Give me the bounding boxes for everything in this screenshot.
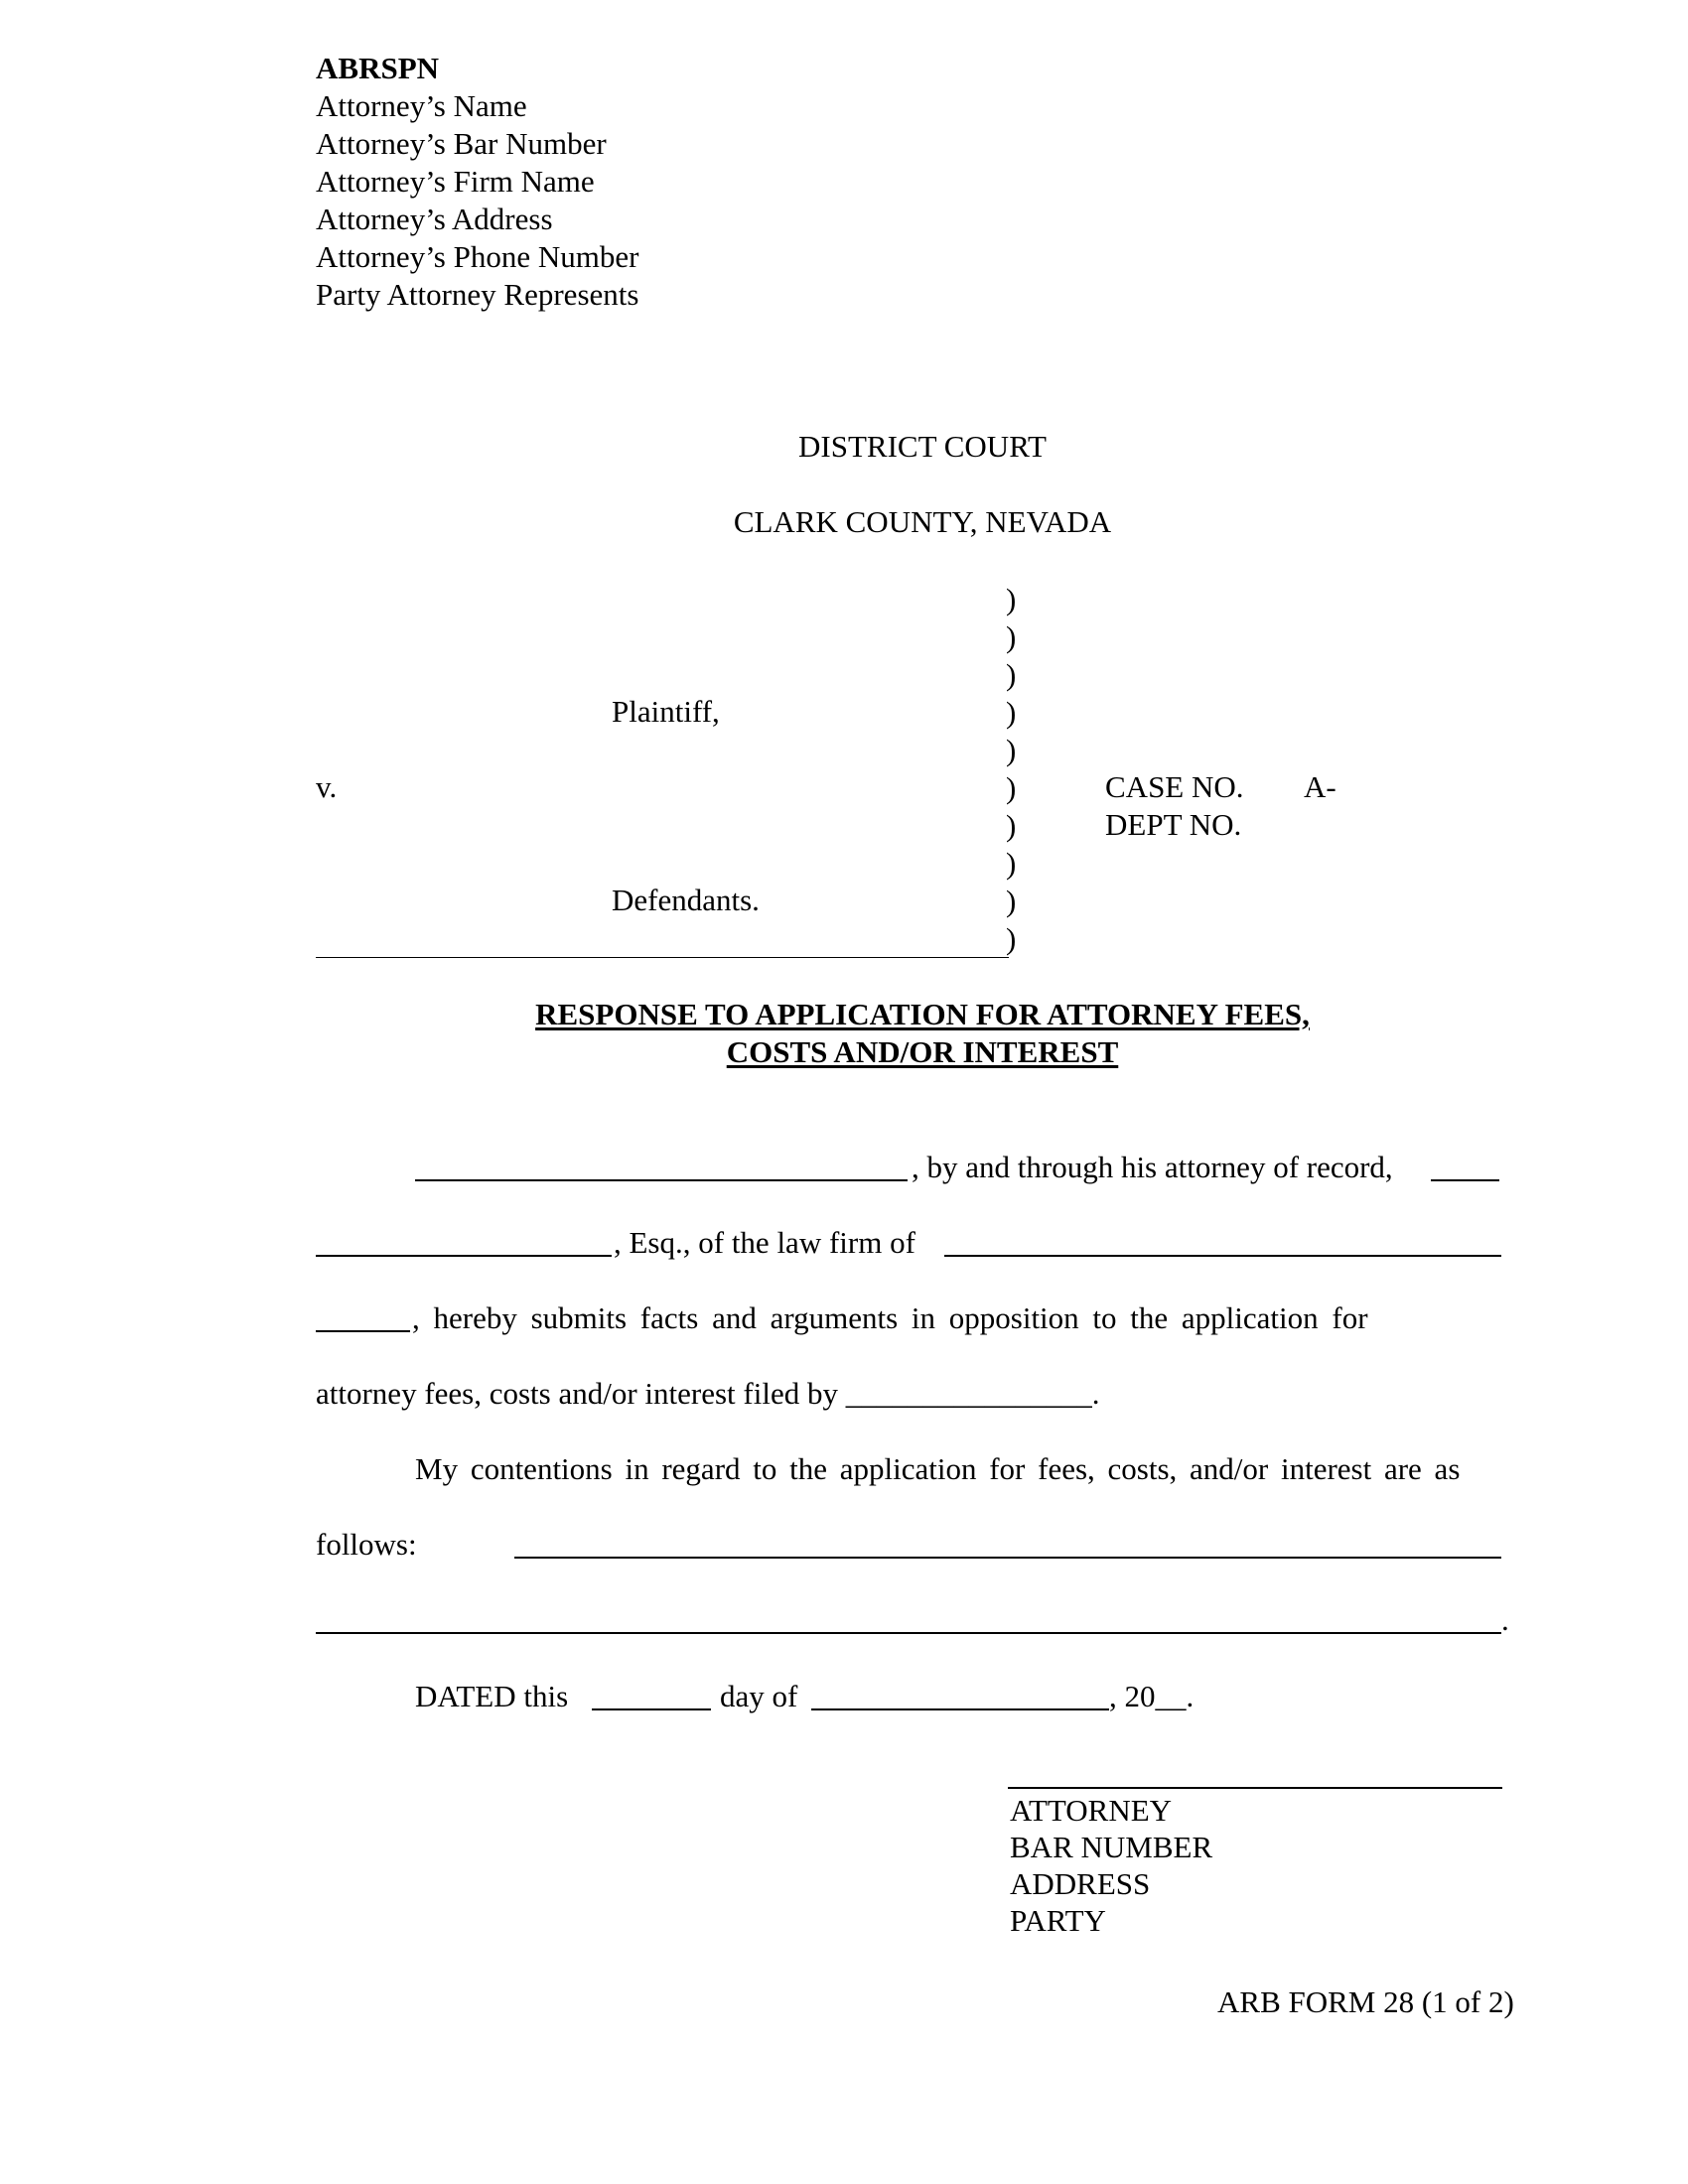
caption-paren: ) (1006, 582, 1017, 616)
day-of-label: day of (720, 1679, 798, 1713)
law-firm-blank[interactable] (944, 1255, 1501, 1257)
form-footer-id: ARB FORM 28 (1 of 2) (1217, 1984, 1514, 2019)
contentions-text: My contentions in regard to the application for fees, costs, and/or interest are as (415, 1451, 1461, 1486)
signature-attorney: ATTORNEY (1010, 1793, 1173, 1828)
follows-label: follows: (316, 1527, 417, 1562)
plaintiff-label: Plaintiff, (612, 694, 720, 729)
caption-paren: ) (1006, 619, 1017, 654)
attorney-firm-name-label: Attorney’s Firm Name (316, 164, 595, 199)
caption-parentheses (1006, 581, 1026, 958)
caption-paren: ) (1006, 921, 1017, 956)
signature-block (1010, 1792, 1212, 1939)
month-blank[interactable] (811, 1708, 1109, 1710)
attorney-name-blank[interactable] (316, 1255, 612, 1257)
year-label: , 20__. (1109, 1679, 1195, 1713)
document-title-line-2: COSTS AND/OR INTEREST (726, 1034, 1119, 1069)
caption-paren: ) (1006, 884, 1017, 918)
caption-paren: ) (1006, 733, 1017, 767)
filed-by-text: attorney fees, costs and/or interest filed by ________________. (316, 1376, 1100, 1411)
signature-bar-number: BAR NUMBER (1010, 1830, 1213, 1864)
caption-paren: ) (1006, 657, 1017, 692)
versus-label: v. (316, 769, 338, 804)
body-text: , by and through his attorney of record, (912, 1150, 1393, 1184)
party-represented-label: Party Attorney Represents (316, 277, 639, 312)
attorney-name-label: Attorney’s Name (316, 88, 527, 123)
day-blank[interactable] (592, 1708, 711, 1710)
court-name: DISTRICT COURT (798, 429, 1047, 464)
caption-paren: ) (1006, 808, 1017, 843)
dept-number-label: DEPT NO. (1105, 807, 1242, 842)
case-number-label: CASE NO. (1105, 769, 1244, 804)
court-county: CLARK COUNTY, NEVADA (733, 504, 1112, 539)
caption-paren: ) (1006, 770, 1017, 805)
caption-paren: ) (1006, 695, 1017, 730)
contentions-blank-2[interactable] (316, 1632, 1501, 1634)
signature-line[interactable] (1008, 1787, 1502, 1789)
dated-label: DATED this (415, 1679, 569, 1713)
defendants-label: Defendants. (612, 883, 760, 917)
document-title-line-1: RESPONSE TO APPLICATION FOR ATTORNEY FEES, (535, 997, 1310, 1031)
attorney-name-blank-start[interactable] (1431, 1179, 1499, 1181)
attorney-phone-label: Attorney’s Phone Number (316, 239, 639, 274)
case-number-prefix: A- (1304, 769, 1336, 804)
period-mark: . (1501, 1602, 1509, 1637)
attorney-bar-number-label: Attorney’s Bar Number (316, 126, 607, 161)
attorney-address-label: Attorney’s Address (316, 202, 553, 236)
form-code: ABRSPN (316, 51, 440, 85)
attorney-header (316, 50, 638, 314)
body-text: , hereby submits facts and arguments in opposition to the application for (412, 1300, 1368, 1335)
contentions-blank-1[interactable] (514, 1557, 1501, 1559)
body-text: , Esq., of the law firm of (614, 1225, 915, 1260)
signature-party: PARTY (1010, 1903, 1106, 1938)
caption-paren: ) (1006, 846, 1017, 881)
respondent-name-blank[interactable] (415, 1179, 908, 1181)
caption-divider (316, 957, 1009, 958)
signature-address: ADDRESS (1010, 1866, 1151, 1901)
law-firm-blank-end[interactable] (316, 1330, 410, 1332)
